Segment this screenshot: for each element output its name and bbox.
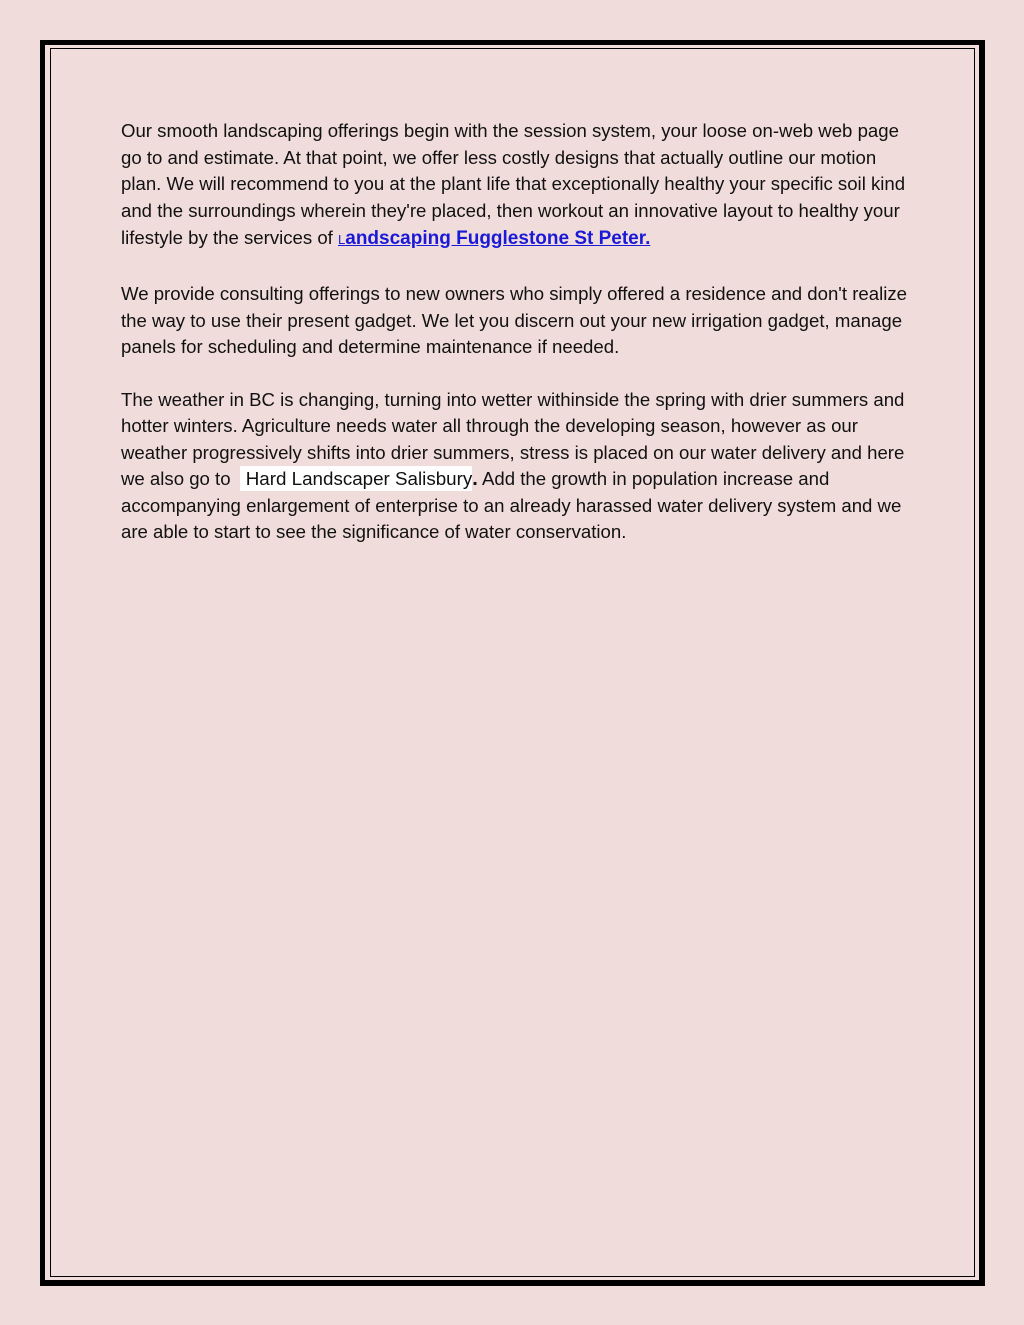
paragraph-3-text-after: Add the growth in population increase and accompanying enlargement of enterprise to an already harassed water delivery system and we are able to start to see the significance of water conservation. <box>121 468 902 542</box>
paragraph-bc-weather <box>121 387 921 546</box>
paragraph-3-text-before: The weather in BC is changing, turning into wetter withinside the spring with drier summers and hotter winters. Agriculture needs water all through the developing season, however as our weather progressively shifts into drier summers, stress is placed on our water delivery and here we also go to <box>121 388 905 489</box>
hard-landscaper-salisbury-highlight: Hard Landscaper Salisbury <box>240 466 473 491</box>
document-body <box>121 118 921 572</box>
paragraph-consulting-offerings <box>121 281 921 361</box>
paragraph-landscaping-offerings <box>121 118 921 255</box>
paragraph-1-text: Our smooth landscaping offerings begin with the session system, your loose on-web web page go to and estimate. At that point, we offer less costly designs that actually outline our motion plan. We will recommend to you at the plant life that exceptionally healthy your specific soil kind and the surroundings wherein they're placed, then workout an innovative layout to healthy your lifestyle by the services of <box>121 120 906 248</box>
highlight-period: . <box>472 468 478 490</box>
landscaping-fugglestone-link[interactable] <box>338 228 650 249</box>
paragraph-2-text: We provide consulting offerings to new owners who simply offered a residence and don't realize the way to use their present gadget. We let you discern out your new irrigation gadget, manage panels for scheduling and determine maintenance if needed. <box>121 283 907 357</box>
link-rest-text: andscaping Fugglestone St Peter. <box>345 228 651 249</box>
link-first-letter: L <box>338 232 346 247</box>
